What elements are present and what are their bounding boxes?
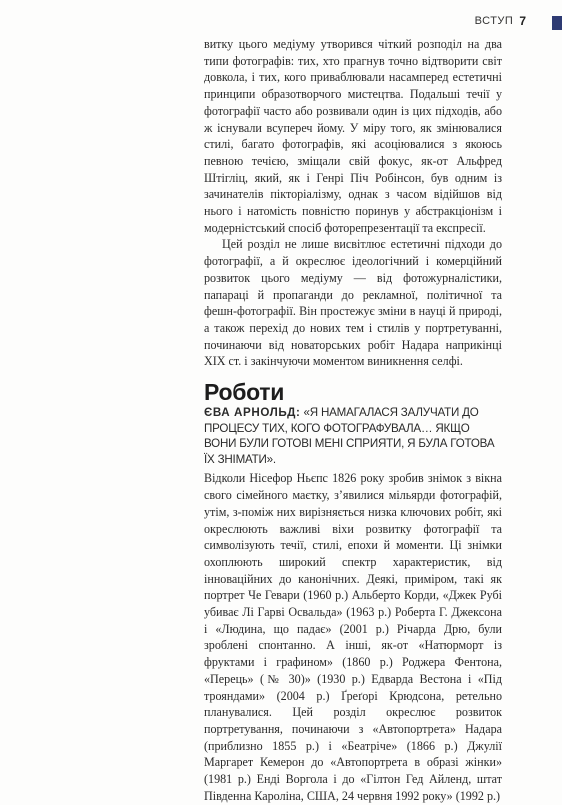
works-heading: Роботи xyxy=(204,379,285,406)
quote-text: «Я НАМАГАЛАСЯ ЗАЛУЧАТИ ДО ПРОЦЕСУ ТИХ, КОГО ФОТОГРАФУВАЛА… ЯКЩО ВОНИ БУЛИ ГОТОВІ МЕНІ СПРИЯТИ, Я БУЛА ГОТОВА ЇХ ЗНІМАТИ». xyxy=(204,406,495,466)
intro-paragraph-2: Цей розділ не лише висвітлює естетичні підходи до фотографії, а й окреслює ідеологічний і комерційний розвиток цього медіуму — від фотожурналістики, папараці й пропаганди до рекламної, політичної та фешн-фотографії. Він простежує зміни в науці й природі, а також перехід до нових тем і стилів у портретуванні, починаючи від новаторських робіт Надара наприкінці XIX ст. і закінчуючи моментом виникнення селфі. xyxy=(204,237,502,369)
works-paragraph: Відколи Нісефор Ньєпс 1826 року зробив знімок з вікна свого сімейного маєтку, з’явилися мільярди фотографій, утім, з-поміж них вирізняється низка ключових робіт, які окреслюють важливі віхи розвитку фотографії та символізують течії, стилі, епохи й моменти. Ці знімки охоплюють широкий спектр характеристик, від інноваційних до канонічних. Деякі, приміром, такі як портрет Че Гевари (1960 р.) Альберто Корди, «Джек Рубі убиває Лі Гарві Освальда» (1963 р.) Роберта Г. Джексона і «Людина, що падає» (2001 р.) Річарда Дрю, були зроблені спонтанно. А інші, як-от «Натюрморт із фруктами і графином» (1860 р.) Роджера Фентона, «Перець» (№ 30)» (1930 р.) Едварда Вестона і «Під трояндами» (2004 р.) Ґреґорі Крюдсона, ретельно планувалися. Цей розділ окреслює розвиток портретування, починаючи з «Автопортрета» Надара (приблизно 1855 р.) і «Беатріче» (1866 р.) Джулії Маргарет Кемерон до «Автопортрета в образі жінки» (1981 р.) Енді Воргола і до «Гілтон Гед Айленд, штат Південна Кароліна, США, 24 червня 1992 року» (1992 р.) xyxy=(204,471,502,803)
page-number: 7 xyxy=(519,14,526,28)
chapter-tab-marker xyxy=(552,16,562,30)
intro-paragraph-1: витку цього медіуму утворився чіткий розподіл на два типи фотографів: тих, хто прагнув точно відтворити світ довкола, і тих, кого приваблювали насамперед естетичні принципи образотворчого мистецтва. Подальші течії у фотографії часто або розвивали один із цих підходів, або ж існували всупереч йому. У міру того, як змінювалися стилі, багато фотографів, які асоціювалися з якоюсь певною течією, зміщали свій фокус, як-от Альфред Штігліц, який, як і Генрі Піч Робінсон, був одним із зачинателів пікторіалізму, однак з часом відійшов від нього і натомість повністю поринув у абстракціонізм і модерністський спосіб фоторепрезентації та експресії. xyxy=(204,37,502,235)
quote-author: ЄВА АРНОЛЬД: xyxy=(204,406,301,420)
main-column xyxy=(204,36,502,805)
section-title: ВСТУП xyxy=(474,15,514,27)
running-header xyxy=(475,14,526,28)
epigraph-quote xyxy=(204,405,502,467)
